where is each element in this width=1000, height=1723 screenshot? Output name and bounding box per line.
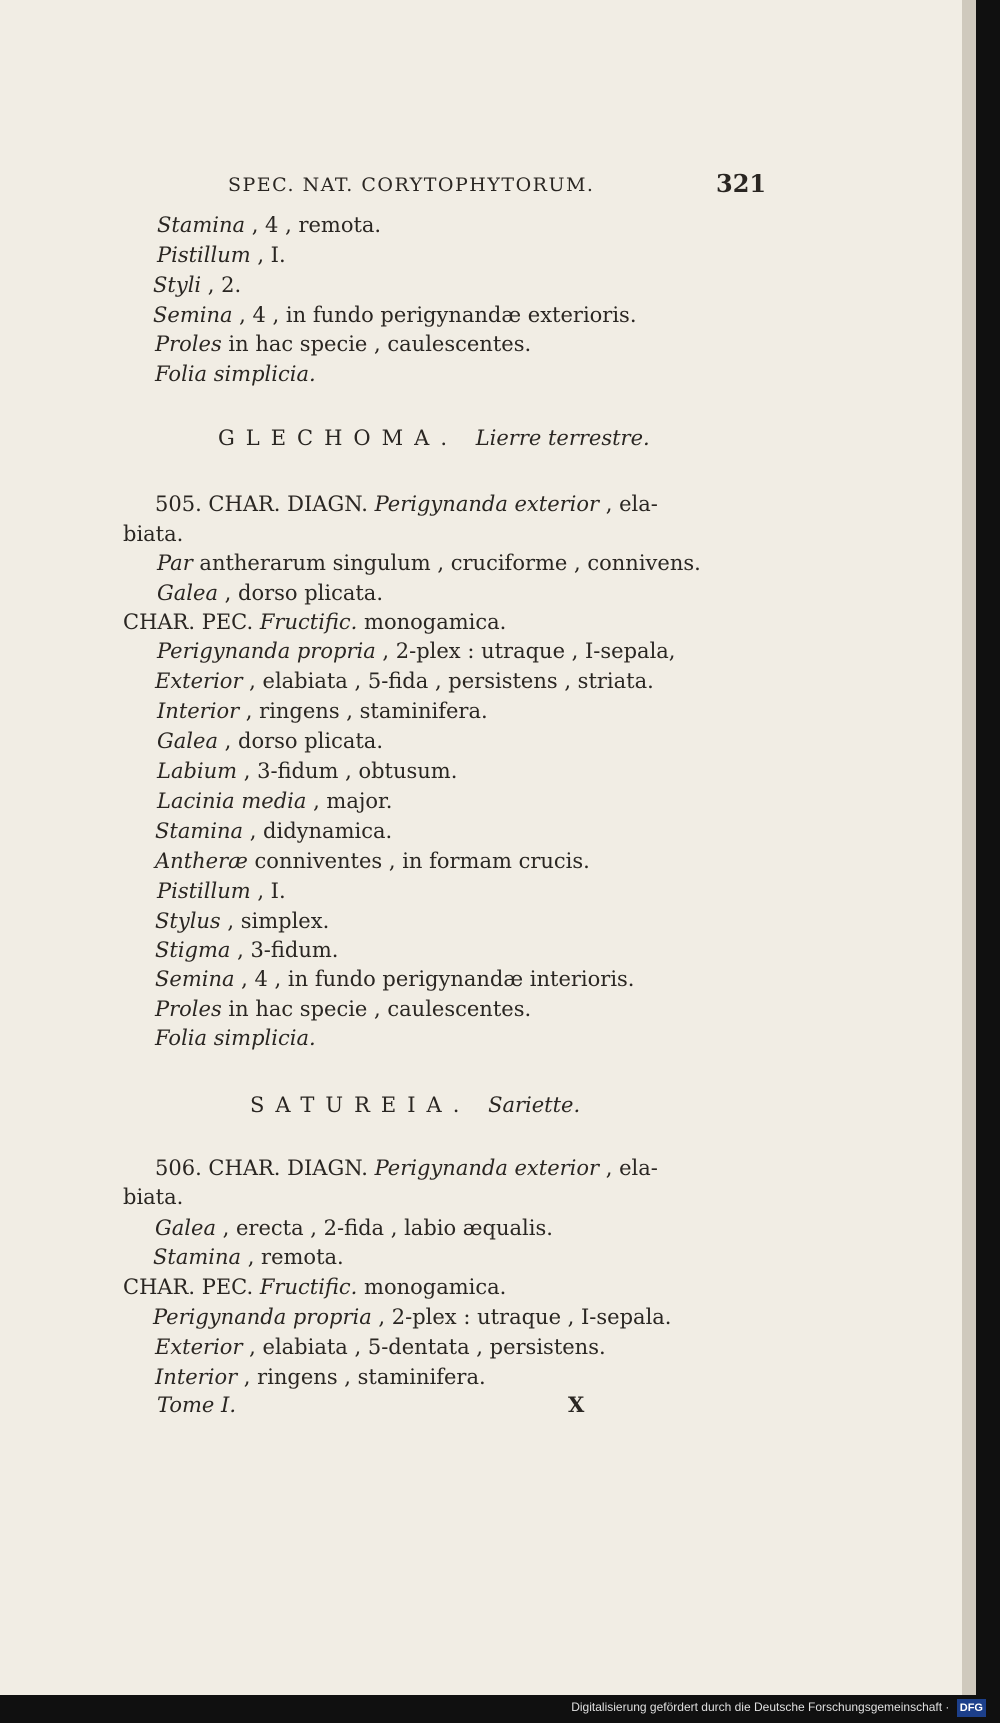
- entry-line: Styli , 2.: [153, 273, 242, 297]
- entry-line: Par antherarum singulum , cruciforme , connivens.: [157, 551, 701, 575]
- entry-line: Exterior , elabiata , 5-dentata , persistens.: [155, 1335, 606, 1359]
- entry-line: Galea , erecta , 2-fida , labio æqualis.: [155, 1216, 553, 1240]
- entry-line: Galea , dorso plicata.: [157, 581, 384, 605]
- entry-line: Stamina , remota.: [153, 1245, 344, 1269]
- entry-line: Perigynanda propria , 2-plex : utraque , I-sepala,: [157, 639, 676, 663]
- entry-line: Stylus , simplex.: [155, 909, 330, 933]
- entry-line: Semina , 4 , in fundo perigynandæ interioris.: [155, 967, 635, 991]
- entry-line: Semina , 4 , in fundo perigynandæ exterioris.: [153, 303, 637, 327]
- signature-mark: X: [568, 1392, 585, 1417]
- entry-line: Proles in hac specie , caulescentes.: [155, 997, 532, 1021]
- volume-mark: Tome I.: [157, 1393, 237, 1417]
- entry-line: Lacinia media , major.: [157, 789, 393, 813]
- entry-line: Stamina , 4 , remota.: [157, 213, 382, 237]
- genus-heading: SATUREIA. Sariette.: [250, 1093, 581, 1117]
- entry-line: Galea , dorso plicata.: [157, 729, 384, 753]
- entry-line: Folia simplicia.: [155, 362, 316, 386]
- entry-line: Exterior , elabiata , 5-fida , persistens , striata.: [155, 669, 654, 693]
- page-edge: [962, 0, 976, 1695]
- char-pec-line: CHAR. PEC. Fructific. monogamica.: [123, 1275, 507, 1299]
- entry-line: Pistillum , I.: [157, 879, 286, 903]
- entry-line: Interior , ringens , staminifera.: [157, 699, 488, 723]
- digitization-credit: Digitalisierung gefördert durch die Deutsche Forschungsgemeinschaft · DFG: [571, 1698, 986, 1717]
- entry-line: Antheræ conniventes , in formam crucis.: [155, 849, 590, 873]
- page-number: 321: [716, 169, 767, 198]
- entry-line: Stamina , didynamica.: [155, 819, 393, 843]
- diagnosis-line: 505. CHAR. DIAGN. Perigynanda exterior , ela-: [155, 492, 658, 516]
- entry-line: Labium , 3-fidum , obtusum.: [157, 759, 458, 783]
- genus-heading: GLECHOMA. Lierre terrestre.: [218, 426, 650, 450]
- dfg-logo: DFG: [957, 1699, 986, 1717]
- diagnosis-line: 506. CHAR. DIAGN. Perigynanda exterior , ela-: [155, 1156, 658, 1180]
- entry-line: Pistillum , I.: [157, 243, 286, 267]
- running-head: SPEC. NAT. CORYTOPHYTORUM.: [228, 174, 595, 196]
- entry-line: Proles in hac specie , caulescentes.: [155, 332, 532, 356]
- entry-line: Folia simplicia.: [155, 1026, 316, 1050]
- entry-line: Perigynanda propria , 2-plex : utraque , I-sepala.: [153, 1305, 672, 1329]
- entry-line: Interior , ringens , staminifera.: [155, 1365, 486, 1389]
- char-pec-line: CHAR. PEC. Fructific. monogamica.: [123, 610, 507, 634]
- entry-line: Stigma , 3-fidum.: [155, 938, 339, 962]
- wrap-line: biata.: [123, 1185, 184, 1209]
- wrap-line: biata.: [123, 522, 184, 546]
